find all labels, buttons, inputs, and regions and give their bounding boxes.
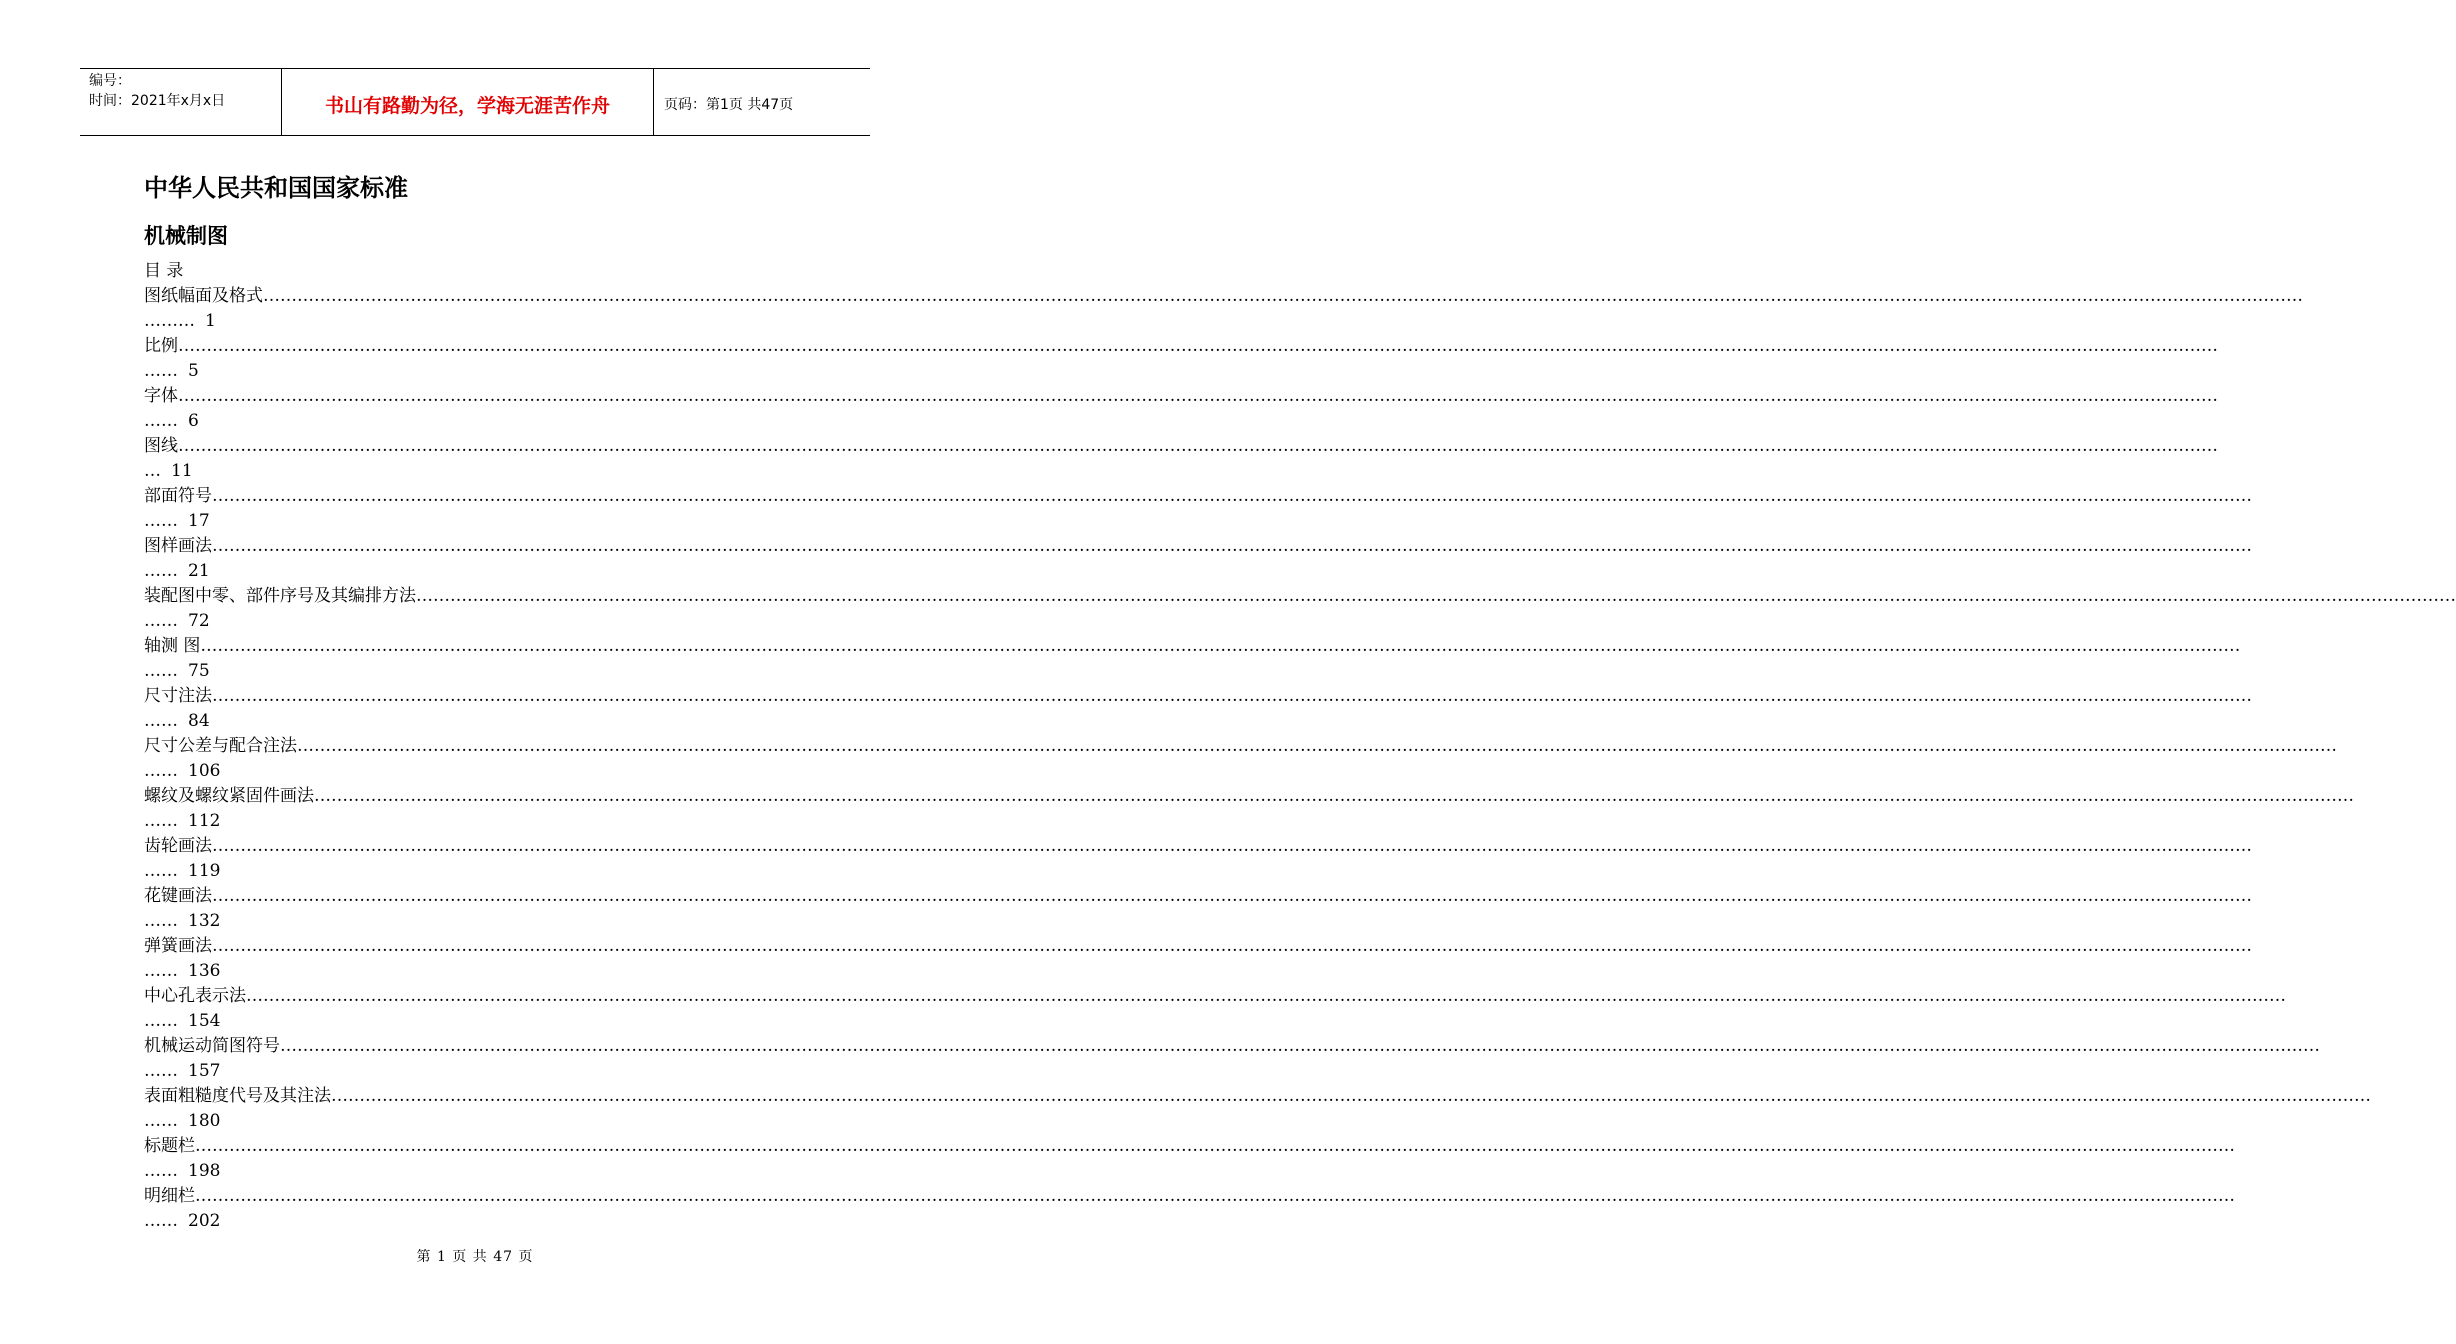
toc-entry-page-line bbox=[144, 1009, 814, 1034]
toc-entry-title-line bbox=[144, 534, 2252, 559]
document-subtitle: 机械制图 bbox=[144, 224, 228, 248]
toc-page-number: 157 bbox=[188, 1061, 221, 1081]
toc-entry[interactable] bbox=[144, 584, 2456, 634]
toc-entry-label: 图样画法 bbox=[144, 536, 212, 556]
header-time: 时间：2021年x月x日 bbox=[89, 93, 226, 109]
toc-leader-continuation: …… bbox=[144, 911, 178, 931]
toc-entry-label: 比例 bbox=[144, 336, 178, 356]
toc-entry[interactable] bbox=[144, 434, 2218, 484]
toc-leader-continuation: …… bbox=[144, 1161, 178, 1181]
toc-entry-page-line bbox=[144, 1059, 814, 1084]
toc-leader-continuation: …… bbox=[144, 611, 178, 631]
toc-entry-title-line bbox=[144, 834, 2252, 859]
toc-page-number: 5 bbox=[188, 361, 199, 381]
toc-leader-continuation: …… bbox=[144, 1211, 178, 1231]
toc-entry[interactable] bbox=[144, 784, 2354, 834]
toc-page-number: 72 bbox=[188, 611, 210, 631]
header-meta bbox=[80, 69, 282, 135]
toc-entry-page-line bbox=[144, 1209, 814, 1234]
toc-entry-page-line bbox=[144, 709, 814, 734]
toc-leader-continuation: …… bbox=[144, 1011, 178, 1031]
toc-page-number: 75 bbox=[188, 661, 210, 681]
toc-entry-title-line bbox=[144, 934, 2252, 959]
toc-leader-dots: ……………………………………………………………………………………………………………………………………………………………………………………………………………………………………………………………………………………………………………………………… bbox=[416, 586, 2456, 606]
toc-entry-label: 装配图中零、部件序号及其编排方法 bbox=[144, 586, 416, 606]
toc-entry[interactable] bbox=[144, 834, 2252, 884]
toc-page-number: 132 bbox=[188, 911, 221, 931]
toc-page-number: 6 bbox=[188, 411, 199, 431]
toc-entry[interactable] bbox=[144, 734, 2337, 784]
toc-entry[interactable] bbox=[144, 684, 2252, 734]
toc-leader-dots: ……………………………………………………………………………………………………………………………………………………………………………………………………………………………………………………………………………………………………………………………… bbox=[297, 736, 2337, 756]
toc-entry-page-line bbox=[144, 959, 814, 984]
toc-entry-label: 花键画法 bbox=[144, 886, 212, 906]
toc-entry[interactable] bbox=[144, 384, 2218, 434]
toc-entry-page-line bbox=[144, 309, 814, 334]
toc-entry-label: 尺寸公差与配合注法 bbox=[144, 736, 297, 756]
toc-page-number: 106 bbox=[188, 761, 221, 781]
toc-page-number: 1 bbox=[205, 311, 216, 331]
toc-entry-page-line bbox=[144, 1159, 814, 1184]
toc-leader-dots: ……………………………………………………………………………………………………………………………………………………………………………………………………………………………………………………………………………………………………………………………… bbox=[246, 986, 2286, 1006]
toc-entry-label: 部面符号 bbox=[144, 486, 212, 506]
toc-entry[interactable] bbox=[144, 1184, 2235, 1234]
toc-entry-title-line bbox=[144, 684, 2252, 709]
toc-entry-label: 螺纹及螺纹紧固件画法 bbox=[144, 786, 314, 806]
toc-entry-page-line bbox=[144, 559, 814, 584]
page-header bbox=[80, 68, 870, 136]
toc-entry-title-line bbox=[144, 384, 2218, 409]
toc-leader-continuation: …… bbox=[144, 961, 178, 981]
toc-entry-page-line bbox=[144, 909, 814, 934]
toc-leader-dots: ……………………………………………………………………………………………………………………………………………………………………………………………………………………………………………………………………………………………………………………………… bbox=[212, 936, 2252, 956]
toc-entry-label: 明细栏 bbox=[144, 1186, 195, 1206]
toc-entry-title-line bbox=[144, 434, 2218, 459]
toc-leader-continuation: …… bbox=[144, 861, 178, 881]
toc-entry[interactable] bbox=[144, 284, 2303, 334]
header-number: 编号： bbox=[89, 73, 131, 89]
toc-leader-dots: ……………………………………………………………………………………………………………………………………………………………………………………………………………………………………………………………………………………………………………………………… bbox=[195, 1186, 2235, 1206]
toc-entry-title-line bbox=[144, 784, 2354, 809]
toc-leader-continuation: ……… bbox=[144, 311, 195, 331]
toc-entry-page-line bbox=[144, 359, 814, 384]
toc-entry-page-line bbox=[144, 409, 814, 434]
toc-entry[interactable] bbox=[144, 634, 2241, 684]
toc-leader-continuation: …… bbox=[144, 661, 178, 681]
toc-leader-dots: ……………………………………………………………………………………………………………………………………………………………………………………………………………………………………………………………………………………………………………………………… bbox=[195, 1136, 2235, 1156]
toc-leader-continuation: …… bbox=[144, 711, 178, 731]
toc-entry-label: 尺寸注法 bbox=[144, 686, 212, 706]
toc-page-number: 154 bbox=[188, 1011, 221, 1031]
toc-entry-title-line bbox=[144, 734, 2337, 759]
toc-entry-label: 字体 bbox=[144, 386, 178, 406]
toc-entry-title-line bbox=[144, 584, 2456, 609]
toc-leader-continuation: … bbox=[144, 461, 161, 481]
toc-entry-title-line bbox=[144, 1034, 2320, 1059]
toc-entry[interactable] bbox=[144, 534, 2252, 584]
toc-entry-title-line bbox=[144, 984, 2286, 1009]
toc-leader-continuation: …… bbox=[144, 811, 178, 831]
toc-leader-dots: ……………………………………………………………………………………………………………………………………………………………………………………………………………………………………………………………………………………………………………………………… bbox=[178, 336, 2218, 356]
toc-leader-dots: ……………………………………………………………………………………………………………………………………………………………………………………………………………………………………………………………………………………………………………………………… bbox=[212, 486, 2252, 506]
toc-entry[interactable] bbox=[144, 1134, 2235, 1184]
toc-leader-dots: ……………………………………………………………………………………………………………………………………………………………………………………………………………………………………………………………………………………………………………………………… bbox=[178, 386, 2218, 406]
toc-heading: 目 录 bbox=[144, 261, 184, 281]
toc-entry[interactable] bbox=[144, 984, 2286, 1034]
toc-entry-label: 中心孔表示法 bbox=[144, 986, 246, 1006]
toc-page-number: 84 bbox=[188, 711, 210, 731]
toc-entry-label: 表面粗糙度代号及其注法 bbox=[144, 1086, 331, 1106]
toc-entry[interactable] bbox=[144, 1084, 2371, 1134]
toc-entry[interactable] bbox=[144, 1034, 2320, 1084]
toc-leader-dots: ……………………………………………………………………………………………………………………………………………………………………………………………………………………………………………………………………………………………………………………………… bbox=[331, 1086, 2371, 1106]
toc-entry-title-line bbox=[144, 484, 2252, 509]
toc-page-number: 136 bbox=[188, 961, 221, 981]
toc-entry-page-line bbox=[144, 759, 814, 784]
toc-leader-continuation: …… bbox=[144, 1061, 178, 1081]
toc-leader-dots: ……………………………………………………………………………………………………………………………………………………………………………………………………………………………………………………………………………………………………………………………… bbox=[212, 836, 2252, 856]
header-motto: 书山有路勤为径，学海无涯苦作舟 bbox=[282, 69, 654, 135]
toc-leader-dots: ……………………………………………………………………………………………………………………………………………………………………………………………………………………………………………………………………………………………………………………………… bbox=[212, 536, 2252, 556]
table-of-contents bbox=[144, 284, 2456, 1234]
toc-entry-label: 机械运动简图符号 bbox=[144, 1036, 280, 1056]
toc-leader-dots: ……………………………………………………………………………………………………………………………………………………………………………………………………………………………………………………………………………………………………………………………… bbox=[200, 636, 2241, 656]
toc-entry-label: 图纸幅面及格式 bbox=[144, 286, 263, 306]
toc-entry[interactable] bbox=[144, 934, 2252, 984]
toc-entry-title-line bbox=[144, 884, 2252, 909]
page-footer: 第 1 页 共 47 页 bbox=[416, 1249, 534, 1265]
toc-leader-continuation: …… bbox=[144, 361, 178, 381]
toc-page-number: 11 bbox=[171, 461, 193, 481]
toc-page-number: 21 bbox=[188, 561, 210, 581]
toc-leader-dots: ……………………………………………………………………………………………………………………………………………………………………………………………………………………………………………………………………………………………………………………………… bbox=[212, 886, 2252, 906]
toc-entry-label: 轴测 图 bbox=[144, 636, 201, 656]
toc-entry-page-line bbox=[144, 659, 814, 684]
toc-entry-page-line bbox=[144, 859, 814, 884]
toc-entry-title-line bbox=[144, 1184, 2235, 1209]
toc-entry[interactable] bbox=[144, 884, 2252, 934]
document-title: 中华人民共和国国家标准 bbox=[144, 174, 408, 202]
toc-leader-continuation: …… bbox=[144, 561, 178, 581]
toc-leader-dots: ……………………………………………………………………………………………………………………………………………………………………………………………………………………………………………………………………………………………………………………………… bbox=[212, 686, 2252, 706]
toc-entry-label: 图线 bbox=[144, 436, 178, 456]
toc-page-number: 202 bbox=[188, 1211, 221, 1231]
toc-page-number: 180 bbox=[188, 1111, 221, 1131]
toc-leader-continuation: …… bbox=[144, 511, 178, 531]
toc-entry-title-line bbox=[144, 284, 2303, 309]
toc-leader-dots: ……………………………………………………………………………………………………………………………………………………………………………………………………………………………………………………………………………………………………………………………… bbox=[280, 1036, 2320, 1056]
toc-entry-page-line bbox=[144, 509, 814, 534]
toc-entry-page-line bbox=[144, 809, 814, 834]
toc-entry-title-line bbox=[144, 634, 2241, 659]
toc-entry-page-line bbox=[144, 609, 814, 634]
toc-entry-title-line bbox=[144, 334, 2218, 359]
toc-entry-page-line bbox=[144, 1109, 814, 1134]
toc-page-number: 112 bbox=[188, 811, 221, 831]
toc-entry-label: 齿轮画法 bbox=[144, 836, 212, 856]
toc-leader-continuation: …… bbox=[144, 1111, 178, 1131]
toc-entry-title-line bbox=[144, 1134, 2235, 1159]
toc-leader-dots: ……………………………………………………………………………………………………………………………………………………………………………………………………………………………………………………………………………………………………………………………… bbox=[263, 286, 2303, 306]
toc-entry-label: 标题栏 bbox=[144, 1136, 195, 1156]
toc-leader-continuation: …… bbox=[144, 411, 178, 431]
toc-leader-dots: ……………………………………………………………………………………………………………………………………………………………………………………………………………………………………………………………………………………………………………………………… bbox=[178, 436, 2218, 456]
toc-leader-dots: ……………………………………………………………………………………………………………………………………………………………………………………………………………………………………………………………………………………………………………………………… bbox=[314, 786, 2354, 806]
toc-entry[interactable] bbox=[144, 484, 2252, 534]
toc-entry[interactable] bbox=[144, 334, 2218, 384]
toc-leader-continuation: …… bbox=[144, 761, 178, 781]
toc-entry-title-line bbox=[144, 1084, 2371, 1109]
toc-entry-page-line bbox=[144, 459, 814, 484]
toc-page-number: 119 bbox=[188, 861, 221, 881]
toc-page-number: 17 bbox=[188, 511, 210, 531]
toc-page-number: 198 bbox=[188, 1161, 221, 1181]
toc-entry-label: 弹簧画法 bbox=[144, 936, 212, 956]
header-page-info: 页码：第1页 共47页 bbox=[664, 97, 794, 113]
